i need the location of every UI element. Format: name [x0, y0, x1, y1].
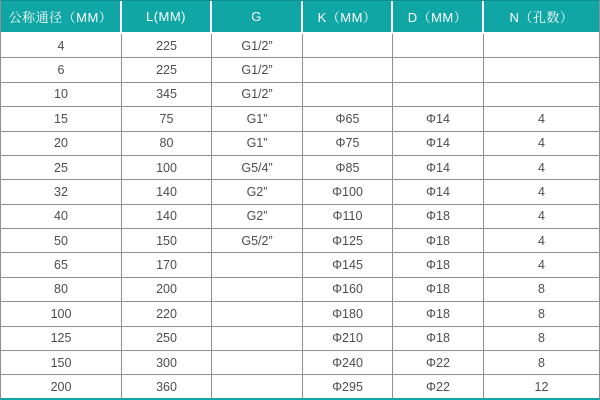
table-cell [212, 302, 303, 326]
table-cell [484, 83, 599, 107]
table-cell: G2” [212, 205, 303, 229]
table-cell: 10 [1, 83, 122, 107]
column-header-6: N（孔数） [484, 1, 599, 34]
table-cell: 80 [1, 278, 122, 302]
table-cell: 4 [1, 34, 122, 58]
table-row [1, 278, 599, 302]
table-body [1, 34, 599, 398]
table-row [1, 58, 599, 82]
table-cell: Φ22 [393, 351, 484, 375]
table-cell: G5/4” [212, 156, 303, 180]
table-cell: Φ295 [303, 375, 393, 398]
table-cell: 140 [122, 180, 212, 204]
table-cell: G1” [212, 107, 303, 131]
table-cell: 220 [122, 302, 212, 326]
table-cell: Φ75 [303, 132, 393, 156]
table-cell: G2” [212, 180, 303, 204]
table-cell: 15 [1, 107, 122, 131]
table-cell: Φ18 [393, 302, 484, 326]
table-cell: Φ100 [303, 180, 393, 204]
table-cell: 4 [484, 107, 599, 131]
table-cell: Φ110 [303, 205, 393, 229]
table-cell: Φ18 [393, 253, 484, 277]
table-cell: 25 [1, 156, 122, 180]
table-cell [212, 253, 303, 277]
table-cell: 360 [122, 375, 212, 398]
table-cell: 8 [484, 327, 599, 351]
table-cell: 100 [1, 302, 122, 326]
table-cell: 8 [484, 351, 599, 375]
table-cell: G1/2” [212, 83, 303, 107]
table-cell: Φ160 [303, 278, 393, 302]
table-cell: Φ14 [393, 107, 484, 131]
table-cell: 80 [122, 132, 212, 156]
table-row [1, 253, 599, 277]
table-cell: 150 [122, 229, 212, 253]
table-cell: G1/2” [212, 34, 303, 58]
table-cell: Φ210 [303, 327, 393, 351]
table-cell: Φ180 [303, 302, 393, 326]
table-row [1, 180, 599, 204]
table-row [1, 302, 599, 326]
table-cell: Φ145 [303, 253, 393, 277]
table-cell [484, 34, 599, 58]
table-row [1, 156, 599, 180]
table-row [1, 229, 599, 253]
table-cell: 4 [484, 156, 599, 180]
table-cell: Φ14 [393, 156, 484, 180]
table-cell [393, 34, 484, 58]
table-row [1, 327, 599, 351]
table-cell: G1/2” [212, 58, 303, 82]
table-cell [303, 58, 393, 82]
table-cell [393, 83, 484, 107]
column-header-5: D（MM） [393, 1, 484, 34]
table-cell: Φ14 [393, 180, 484, 204]
table-cell: 75 [122, 107, 212, 131]
table-cell [212, 351, 303, 375]
table-cell [212, 278, 303, 302]
table-cell: 140 [122, 205, 212, 229]
table-cell [484, 58, 599, 82]
table-cell: G5/2” [212, 229, 303, 253]
table-row [1, 83, 599, 107]
table-cell: 225 [122, 34, 212, 58]
table-row [1, 375, 599, 398]
table-cell [303, 83, 393, 107]
column-header-2: L(MM) [122, 1, 212, 34]
table-cell: Φ85 [303, 156, 393, 180]
table-cell: Φ22 [393, 375, 484, 398]
table-row [1, 107, 599, 131]
table-cell [212, 327, 303, 351]
table-cell: 4 [484, 229, 599, 253]
table-cell: 20 [1, 132, 122, 156]
table-cell [393, 58, 484, 82]
table-row [1, 34, 599, 58]
table-cell [212, 375, 303, 398]
table-cell: 150 [1, 351, 122, 375]
table-cell: 6 [1, 58, 122, 82]
table-cell: 40 [1, 205, 122, 229]
table-cell: Φ18 [393, 278, 484, 302]
table-cell: 4 [484, 205, 599, 229]
table-row [1, 132, 599, 156]
table-cell: 250 [122, 327, 212, 351]
table-cell: 4 [484, 132, 599, 156]
table-cell: 50 [1, 229, 122, 253]
table-cell: Φ240 [303, 351, 393, 375]
table-cell: G1” [212, 132, 303, 156]
table-cell: 8 [484, 278, 599, 302]
table-cell: 100 [122, 156, 212, 180]
table-row [1, 205, 599, 229]
table-cell: 225 [122, 58, 212, 82]
table-cell: Φ18 [393, 327, 484, 351]
table-cell [303, 34, 393, 58]
table-cell: 32 [1, 180, 122, 204]
table-cell: 65 [1, 253, 122, 277]
table-cell: 345 [122, 83, 212, 107]
table-cell: 8 [484, 302, 599, 326]
table-cell: 4 [484, 180, 599, 204]
table-cell: Φ18 [393, 205, 484, 229]
table-cell: Φ125 [303, 229, 393, 253]
spec-table [1, 1, 599, 398]
table-cell: Φ14 [393, 132, 484, 156]
table-cell: 200 [1, 375, 122, 398]
table-cell: 300 [122, 351, 212, 375]
table-cell: 12 [484, 375, 599, 398]
table-cell: 170 [122, 253, 212, 277]
table-cell: Φ18 [393, 229, 484, 253]
table-cell: 4 [484, 253, 599, 277]
column-header-4: K（MM） [303, 1, 393, 34]
table-cell: Φ65 [303, 107, 393, 131]
header-row [1, 1, 599, 34]
table-row [1, 351, 599, 375]
column-header-3: G [212, 1, 303, 34]
table-cell: 200 [122, 278, 212, 302]
column-header-1: 公称通径（MM） [1, 1, 122, 34]
table-cell: 125 [1, 327, 122, 351]
